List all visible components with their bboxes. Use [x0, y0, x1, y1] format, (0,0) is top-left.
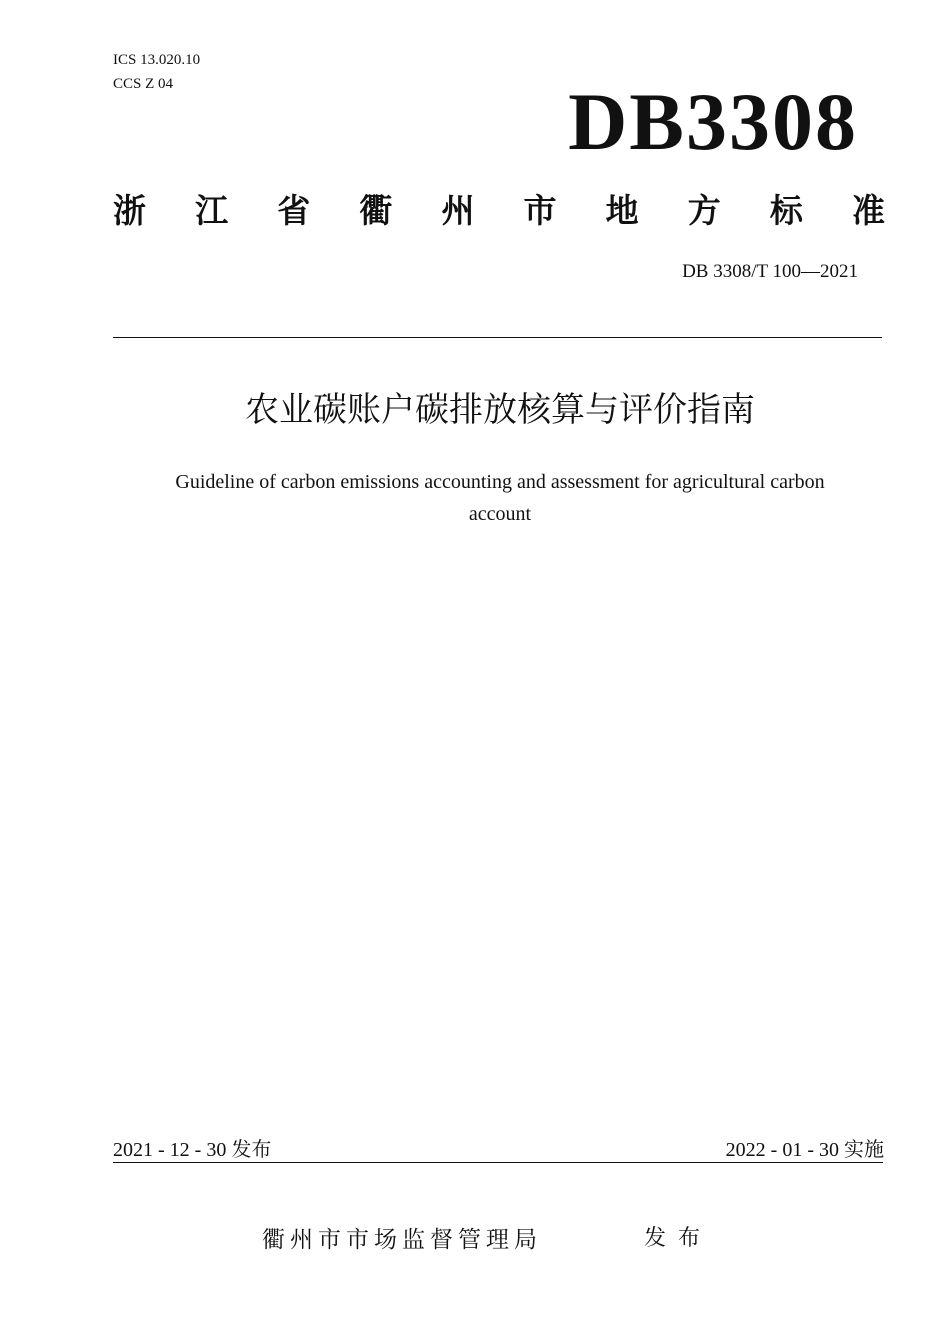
standard-name-char: 地	[605, 191, 639, 230]
ics-code: ICS 13.020.10	[113, 52, 201, 68]
header-divider	[113, 337, 882, 338]
publish-date: 2021 - 12 - 30 发布	[113, 1139, 272, 1161]
issuing-authority: 衢州市市场监督管理局	[262, 1227, 542, 1253]
standard-name-char: 江	[195, 191, 229, 230]
standard-name-char: 浙	[113, 191, 146, 230]
document-title-chinese: 农业碳账户碳排放核算与评价指南	[245, 390, 755, 430]
english-title-line: Guideline of carbon emissions accounting and assessment for agricultural carbon	[175, 471, 825, 493]
standard-type-name	[113, 188, 885, 234]
standard-name-char: 省	[277, 191, 311, 230]
standard-code-logo: DB3308	[568, 76, 858, 167]
document-title-english	[120, 466, 880, 530]
standard-name-char: 准	[851, 191, 885, 230]
standard-name-char: 标	[769, 191, 803, 230]
issue-label: 发布	[644, 1226, 713, 1251]
standard-name-char: 衢	[359, 191, 393, 230]
implementation-date: 2022 - 01 - 30 实施	[725, 1139, 884, 1161]
english-title-line: account	[468, 503, 532, 525]
ccs-code: CCS Z 04	[113, 76, 174, 92]
standard-name-char: 市	[523, 191, 557, 230]
footer-divider	[113, 1162, 883, 1163]
standard-name-char: 州	[441, 191, 475, 230]
standard-name-char: 方	[687, 191, 721, 230]
classification-codes	[113, 48, 200, 96]
standard-number: DB 3308/T 100—2021	[682, 261, 858, 282]
